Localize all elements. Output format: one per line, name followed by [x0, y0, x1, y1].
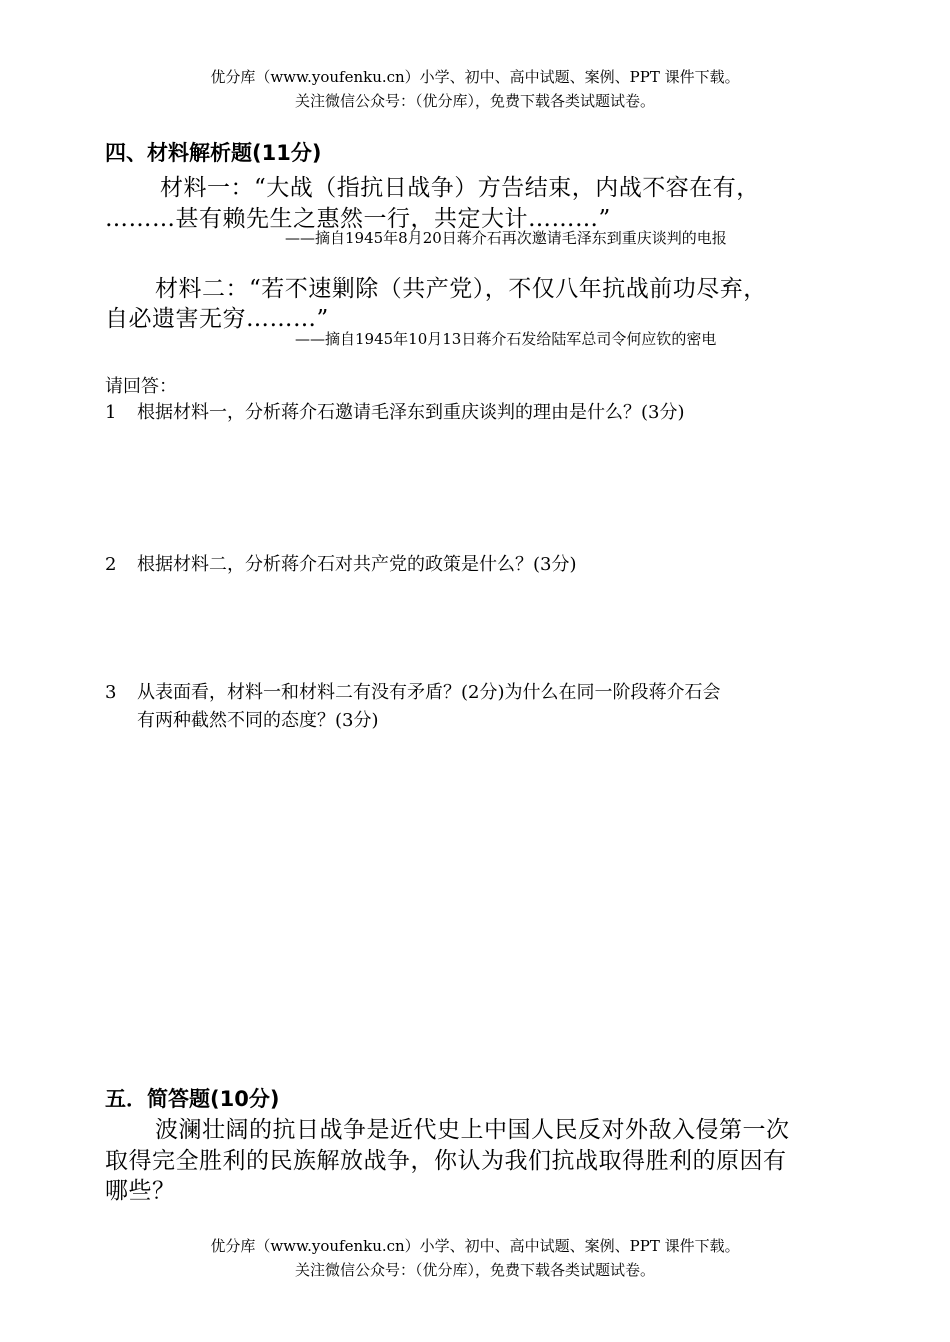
material-1-line-1: 材料一：“大战（指抗日战争）方告结束，内战不容在有， — [160, 175, 760, 201]
question-2-text: 根据材料二，分析蒋介石对共产党的政策是什么？(3分) — [137, 554, 577, 575]
question-2-number: 2 — [105, 554, 117, 575]
header-line-2: 关注微信公众号：（优分库），免费下载各类试题试卷。 — [294, 92, 655, 110]
material-2-line-1: 材料二：“若不速剿除（共产党），不仅八年抗战前功尽弃， — [155, 276, 767, 302]
question-3-text-line-2: 有两种截然不同的态度？(3分) — [137, 710, 379, 731]
section-5-line-2: 取得完全胜利的民族解放战争，你认为我们抗战取得胜利的原因有 — [105, 1148, 787, 1174]
question-3-text: 从表面看，材料一和材料二有没有矛盾？(2分)为什么在同一阶段蒋介石会 — [137, 682, 721, 703]
section-5-title: 五．简答题(10分) — [105, 1087, 280, 1111]
answer-prompt: 请回答： — [105, 376, 177, 397]
question-3 — [105, 678, 721, 704]
material-1-line-2: ………甚有赖先生之惠然一行，共定大计………” — [105, 206, 611, 232]
question-1-number: 1 — [105, 402, 117, 423]
question-1-text: 根据材料一，分析蒋介石邀请毛泽东到重庆谈判的理由是什么？(3分) — [137, 402, 685, 423]
question-3-number: 3 — [105, 682, 117, 703]
section-5-line-3: 哪些？ — [105, 1178, 176, 1204]
section-4-title: 四、材料解析题(11分) — [105, 141, 322, 165]
material-2-source: ——摘自1945年10月13日蒋介石发给陆军总司令何应钦的密电 — [295, 330, 717, 348]
material-1-source: ——摘自1945年8月20日蒋介石再次邀请毛泽东到重庆谈判的电报 — [285, 229, 727, 247]
section-5-line-1: 波澜壮阔的抗日战争是近代史上中国人民反对外敌入侵第一次 — [155, 1117, 790, 1143]
header-line-1: 优分库（www.youfenku.cn）小学、初中、高中试题、案例、PPT 课件下载。 — [210, 68, 740, 86]
footer-line-2: 关注微信公众号：（优分库），免费下载各类试题试卷。 — [294, 1261, 655, 1279]
material-2-line-2: 自必遗害无穷………” — [105, 306, 329, 332]
footer-line-1: 优分库（www.youfenku.cn）小学、初中、高中试题、案例、PPT 课件下载。 — [210, 1237, 740, 1255]
question-1 — [105, 398, 685, 424]
question-2 — [105, 550, 577, 576]
